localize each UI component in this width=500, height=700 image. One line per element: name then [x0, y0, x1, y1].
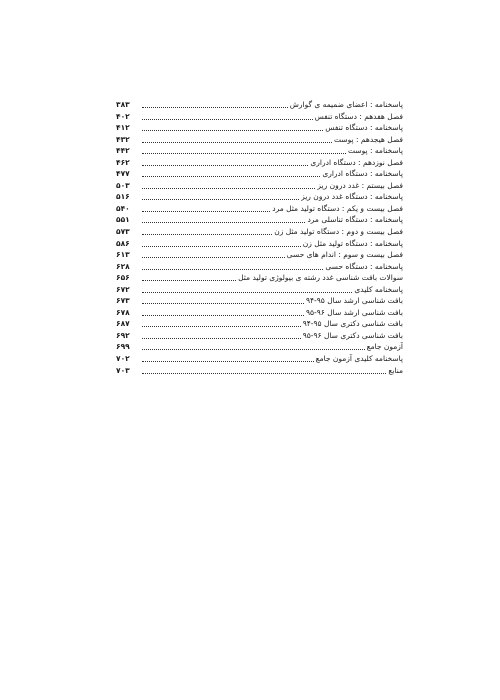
toc-title: پاسخنامه : دستگاه ادراری: [322, 169, 403, 179]
toc-entry: [116, 353, 403, 365]
toc-entry: [116, 249, 403, 261]
toc-title: منابع: [388, 365, 403, 375]
toc-title: پاسخنامه : پوست: [348, 146, 403, 156]
dot-leader: [142, 337, 301, 339]
toc-title: فصل هفدهم : دستگاه تنفس: [314, 111, 403, 121]
toc-title: فصل بیست و یکم : دستگاه تولید مثل مرد: [272, 203, 403, 213]
toc-page-number: ۴۷۷: [116, 169, 130, 179]
toc-entry: [116, 295, 403, 307]
toc-entry: [116, 284, 403, 296]
toc-page-number: ۶۹۹: [116, 342, 130, 352]
toc-title: بافت شناسی ارشد سال ۹۶-۹۵: [305, 307, 403, 317]
toc-entry: [116, 365, 403, 377]
toc-title: پاسخنامه : دستگاه تولید مثل زن: [302, 238, 403, 248]
toc-page-number: ۴۶۲: [116, 157, 130, 167]
toc-entry: [116, 307, 403, 319]
dot-leader: [142, 152, 346, 154]
toc-title: بافت شناسی ارشد سال ۹۵-۹۴: [305, 296, 403, 306]
dot-leader: [142, 210, 270, 212]
toc-page-number: ۶۲۸: [116, 261, 130, 271]
dot-leader: [142, 348, 365, 350]
toc-title: فصل هیجدهم : پوست: [333, 134, 403, 144]
toc-page-number: ۵۴۰: [116, 203, 130, 213]
dot-leader: [142, 221, 305, 223]
toc-page-number: ۵۱۶: [116, 192, 130, 202]
toc-page-number: ۵۸۶: [116, 238, 130, 248]
toc-page-number: ۴۳۲: [116, 134, 130, 144]
toc-title: پاسخنامه : دستگاه تناسلی مرد: [307, 215, 403, 225]
toc-entry: [116, 226, 403, 238]
toc-title: بافت شناسی دکتری سال ۹۶-۹۵: [302, 330, 403, 340]
toc-page-number: ۴۱۲: [116, 123, 130, 133]
toc-page-number: ۶۷۲: [116, 284, 130, 294]
dot-leader: [142, 314, 304, 316]
dot-leader: [142, 118, 313, 120]
dot-leader: [142, 279, 236, 281]
toc-title: پاسخنامه : اعضای ضمیمه ی گوارش: [289, 100, 403, 109]
toc-entry: [116, 341, 403, 353]
dot-leader: [142, 233, 272, 235]
toc-entry: [116, 157, 403, 169]
toc-entry: [116, 238, 403, 250]
dot-leader: [142, 325, 301, 327]
dot-leader: [142, 268, 323, 270]
toc-entry: [116, 122, 403, 134]
dot-leader: [142, 129, 323, 131]
toc-title: پاسخنامه کلیدی: [354, 284, 403, 294]
toc-page-number: ۶۱۳: [116, 250, 130, 260]
toc-page-number: ۶۷۳: [116, 296, 130, 306]
toc-page-number: ۳۸۳: [116, 100, 130, 109]
dot-leader: [142, 291, 352, 293]
toc-entry: [116, 145, 403, 157]
toc-page-number: ۴۴۲: [116, 146, 130, 156]
toc-page-number: ۵۵۱: [116, 215, 130, 225]
dot-leader: [142, 164, 308, 166]
toc-title: پاسخنامه کلیدی آزمون جامع: [315, 354, 403, 364]
toc-page-number: ۵۰۳: [116, 180, 130, 190]
toc-page-number: ۷۰۲: [116, 354, 130, 364]
toc-title: فصل بیستم : غدد درون ریز: [317, 180, 403, 190]
toc-entry: [116, 111, 403, 123]
dot-leader: [142, 360, 314, 362]
toc-page-number: ۷۰۳: [116, 365, 130, 375]
toc-entry: [116, 134, 403, 146]
table-of-contents: [116, 99, 403, 376]
dot-leader: [142, 372, 386, 374]
toc-title: پاسخنامه : دستگاه غدد درون ریز: [301, 192, 403, 202]
toc-title: فصل بیست و دوم : دستگاه تولید مثل زن: [274, 227, 403, 237]
dot-leader: [142, 302, 304, 304]
toc-title: فصل نوزدهم : دستگاه ادراری: [310, 157, 403, 167]
toc-entry: [116, 214, 403, 226]
toc-entry: [116, 203, 403, 215]
toc-entry: [116, 99, 403, 111]
dot-leader: [142, 198, 299, 200]
toc-page-number: ۶۹۲: [116, 330, 130, 340]
toc-title: آزمون جامع: [366, 342, 403, 352]
toc-page-number: ۶۵۶: [116, 273, 130, 283]
toc-page-number: ۴۰۲: [116, 111, 130, 121]
toc-entry: [116, 318, 403, 330]
toc-page-number: ۶۸۷: [116, 319, 130, 329]
dot-leader: [142, 141, 332, 143]
toc-entry: [116, 272, 403, 284]
dot-leader: [142, 175, 320, 177]
toc-title: پاسخنامه : دستگاه حسی: [325, 261, 403, 271]
toc-title: پاسخنامه : دستگاه تنفس: [325, 123, 403, 133]
toc-title: فصل بیست و سوم : اندام های حسی: [286, 250, 403, 260]
dot-leader: [142, 187, 315, 189]
toc-entry: [116, 330, 403, 342]
toc-entry: [116, 180, 403, 192]
toc-page-number: ۶۷۸: [116, 307, 130, 317]
toc-title: بافت شناسی دکتری سال ۹۵-۹۴: [302, 319, 403, 329]
toc-page-number: ۵۷۳: [116, 227, 130, 237]
toc-title: سوالات بافت شناسی غدد رشته ی بیولوژی تولید مثل: [238, 273, 403, 283]
dot-leader: [142, 106, 288, 108]
dot-leader: [142, 256, 285, 258]
toc-entry: [116, 261, 403, 273]
toc-entry: [116, 168, 403, 180]
dot-leader: [142, 245, 301, 247]
toc-entry: [116, 191, 403, 203]
